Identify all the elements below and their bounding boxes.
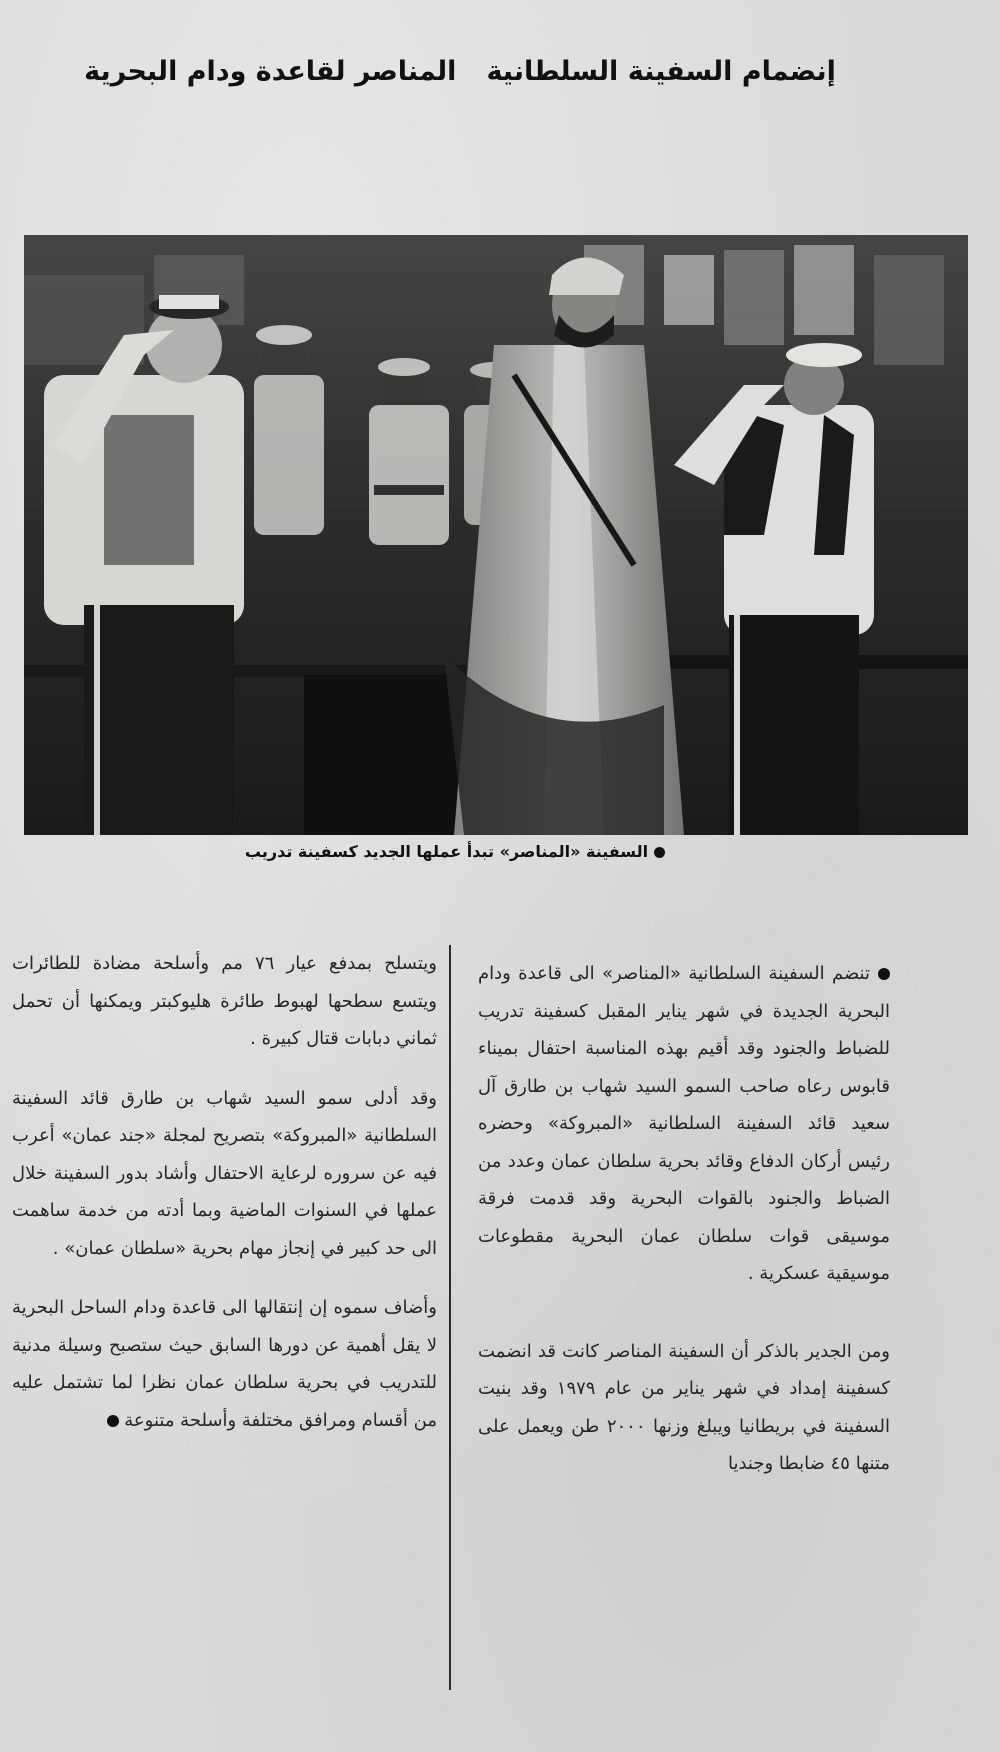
article-left-column <box>12 945 437 1439</box>
caption-bullet-icon <box>654 847 665 858</box>
left-paragraph-2: وقد أدلى سمو السيد شهاب بن طارق قائد السفينة السلطانية «المبروكة» بتصريح لمجلة «جند عمان» أعرب فيه عن سروره لرعاية الاحتفال وأشاد بدور السفينة خلال عملها في السنوات الماضية وبما أدته من خدمة ساهمت الى حد كبير في إنجاز مهام بحرية «سلطان عمان» . <box>12 1087 437 1259</box>
left-paragraph-3 <box>12 1289 437 1439</box>
column-divider <box>449 945 451 1690</box>
photo-caption <box>200 842 710 861</box>
photo-ceremony-icon <box>24 235 968 835</box>
article-headline <box>60 56 860 87</box>
right-paragraph-1 <box>478 955 890 1293</box>
right-paragraph-1-text: تنضم السفينة السلطانية «المناصر» الى قاعدة ودام البحرية الجديدة في شهر يناير المقبل كسفينة تدريب للضباط والجنود وقد أقيم بهذه المناسبة احتفال بميناء قابوس رعاه صاحب السمو السيد شهاب بن طارق آل سعيد قائد السفينة السلطانية «المبروكة» وحضره رئيس أركان الدفاع وقائد بحرية سلطان عمان وعدد من الضباط والجنود بالقوات البحرية وقد قدمت فرقة موسيقى قوات سلطان عمان البحرية مقطوعات موسيقية عسكرية . <box>478 963 890 1284</box>
left-paragraph-1: ويتسلح بمدفع عيار ٧٦ مم وأسلحة مضادة للطائرات ويتسع سطحها لهبوط طائرة هليوكبتر ويمكنها أن تحمل ثماني دبابات قتال كبيرة . <box>12 953 437 1049</box>
right-paragraph-2: ومن الجدير بالذكر أن السفينة المناصر كانت قد انضمت كسفينة إمداد في شهر يناير من عام ١٩٧٩ وقد بنيت السفينة في بريطانيا ويبلغ وزنها ٢٠٠٠ طن ويعمل على متنها ٤٥ ضابطا وجنديا <box>478 1340 890 1474</box>
caption-text: السفينة «المناصر» تبدأ عملها الجديد كسفينة تدريب <box>244 842 649 861</box>
headline-part-1: إنضمام السفينة السلطانية <box>486 56 836 87</box>
paragraph-bullet-icon <box>878 968 890 980</box>
article-right-column <box>478 955 890 1483</box>
ceremony-photo <box>24 235 968 835</box>
left-paragraph-3-text: وأضاف سموه إن إنتقالها الى قاعدة ودام الساحل البحرية لا يقل أهمية عن دورها السابق حيث ستصبح وسيلة مدنية للتدريب في بحرية سلطان عمان نظرا لما تشتمل عليه من أقسام ومرافق مختلفة وأسلحة متنوعة <box>12 1297 437 1431</box>
headline-part-2: المناصر لقاعدة ودام البحرية <box>84 56 457 87</box>
end-bullet-icon <box>107 1415 119 1427</box>
